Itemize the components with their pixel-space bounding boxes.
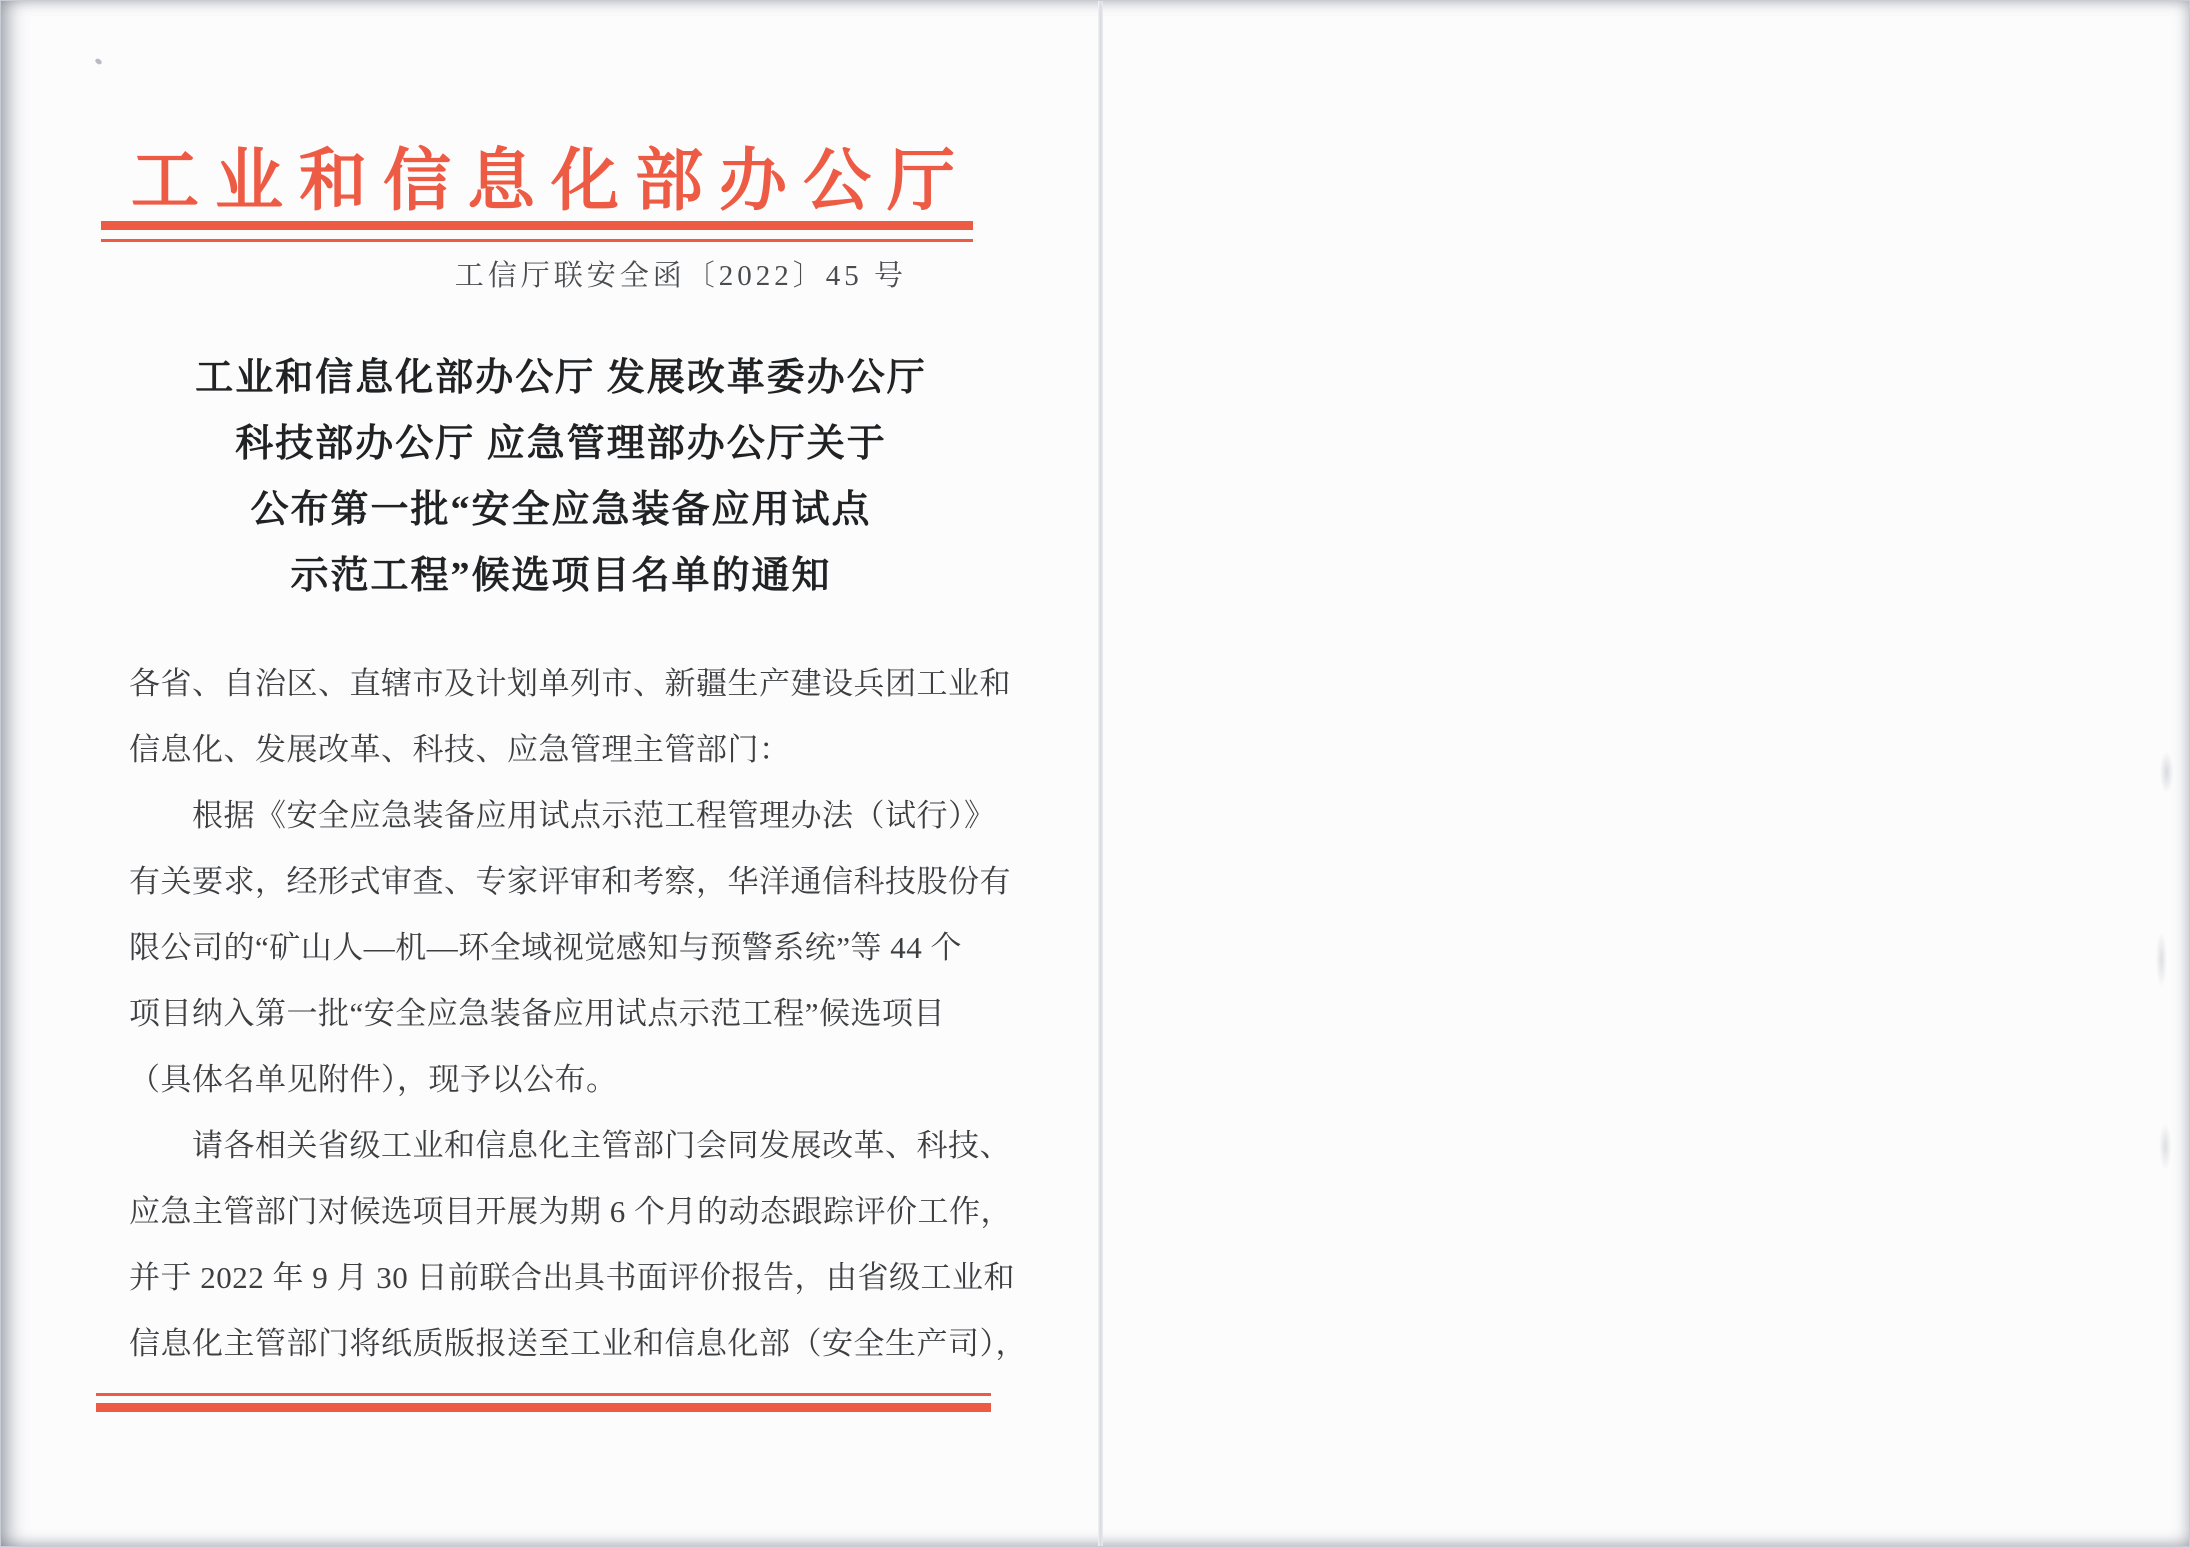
- document-body: [129, 651, 1027, 1377]
- text-line: 信息化主管部门将纸质版报送至工业和信息化部（安全生产司），: [129, 1326, 1027, 1361]
- text-line: 限公司的“矿山人—机—环全域视觉感知与预警系统”等 44 个: [129, 930, 963, 965]
- text-line: 应急主管部门对候选项目开展为期 6 个月的动态跟踪评价工作，: [129, 1194, 1012, 1229]
- letterhead-rule-thin: [101, 239, 973, 242]
- footer-rule-thin: [96, 1393, 991, 1396]
- scan-artifact: [94, 57, 103, 65]
- text-line: 有关要求，经形式审查、专家评审和考察，华洋通信科技股份有: [129, 864, 1011, 899]
- page-1: [1, 1, 1101, 1547]
- letterhead-title: 工业和信息化部办公厅: [130, 143, 971, 219]
- scan-artifact: [2151, 741, 2177, 1261]
- text-line: 各省、自治区、直辖市及计划单列市、新疆生产建设兵团工业和: [129, 666, 1011, 701]
- text-line: （具体名单见附件），现予以公布。: [129, 1062, 618, 1097]
- text-line: 并于 2022 年 9 月 30 日前联合出具书面评价报告，由省级工业和: [129, 1260, 1015, 1295]
- document-number: 工信厅联安全函〔2022〕45 号: [454, 260, 907, 292]
- page-2: [1101, 1, 2190, 1547]
- text-line: 信息化、发展改革、科技、应急管理主管部门：: [129, 732, 791, 767]
- footer-rule-thick: [96, 1403, 991, 1412]
- document-title: [81, 345, 1041, 609]
- text-line: 公布第一批“安全应急装备应用试点: [250, 489, 872, 531]
- text-line: 项目纳入第一批“安全应急装备应用试点示范工程”候选项目: [129, 996, 946, 1031]
- letterhead-rule-thick: [101, 221, 973, 230]
- text-line: 工业和信息化部办公厅 发展改革委办公厅: [195, 357, 927, 399]
- text-line: 根据《安全应急装备应用试点示范工程管理办法（试行）》: [129, 798, 996, 833]
- text-line: 请各相关省级工业和信息化主管部门会同发展改革、科技、: [129, 1128, 1011, 1163]
- text-line: 示范工程”候选项目名单的通知: [290, 555, 832, 597]
- text-line: 科技部办公厅 应急管理部办公厅关于: [235, 423, 887, 465]
